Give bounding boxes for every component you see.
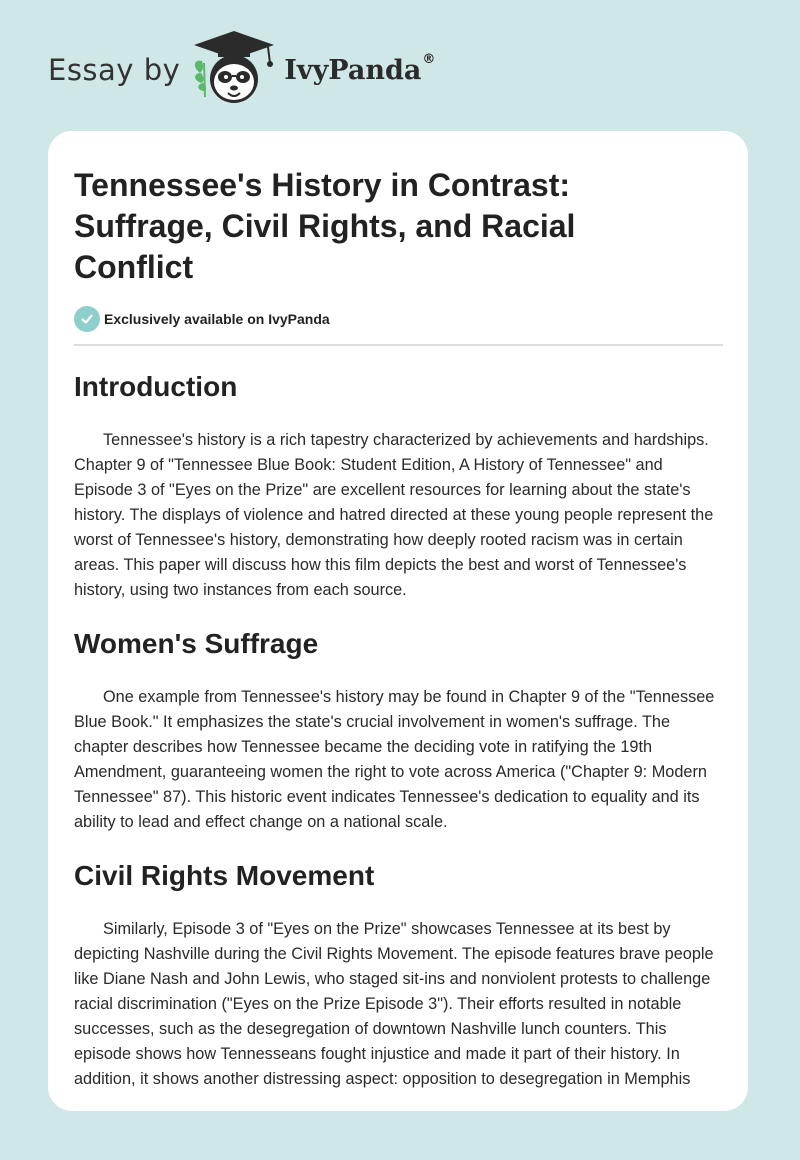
brand-name [284,51,436,86]
check-circle-icon [74,306,100,332]
section-introduction [74,370,722,603]
title-divider [74,344,723,346]
section-paragraph: Tennessee's history is a rich tapestry characterized by achievements and hardships. Chapter 9 of "Tennessee Blue Book: Student Edition, A History of Tennessee" and Episode 3 of "Eyes on the Prize" are excellent resources for learning about the state's history. The displays of violence and hatred directed at these young people represent the worst of Tennessee's history, demonstrating how deeply rooted racism was in certain areas. This paper will discuss how this film depicts the best and worst of Tennessee's history, using two instances from each source. [74,431,714,599]
badge-text: Exclusively available on IvyPanda [104,311,330,327]
exclusive-badge [74,306,722,332]
ivypanda-logo-link[interactable] [190,29,435,112]
section-heading: Civil Rights Movement [74,860,375,891]
article-card [48,131,748,1111]
section-civil-rights-movement [74,859,722,1092]
panda-logo-icon [190,29,278,112]
brand-text: IvyPanda [284,54,422,86]
section-paragraph: One example from Tennessee's history may be found in Chapter 9 of the "Tennessee Blue Book." It emphasizes the state's crucial involvement in women's suffrage. The chapter describes how Tennessee became the deciding vote in ratifying the 19th Amendment, guaranteeing women the right to vote across America ("Chapter 9: Modern Tennessee" 87). This historic event indicates Tennessee's dedication to equality and its ability to lead and effect change on a national scale. [74,688,715,831]
site-header [48,30,435,110]
section-heading: Introduction [74,371,238,402]
essay-by-label: Essay by [48,53,181,87]
section-paragraph: Similarly, Episode 3 of "Eyes on the Prize" showcases Tennessee at its best by depicting Nashville during the Civil Rights Movement. The episode features brave people like Diane Nash and John Lewis, who staged sit-ins and nonviolent protests to challenge racial discrimination ("Eyes on the Prize Episode 3"). Their efforts resulted in notable successes, such as the desegregation of downtown Nashville lunch counters. This episode shows how Tennesseans fought injustice and made it part of their history. In addition, it shows another distressing aspect: opposition to desegregation in Memphis [74,920,714,1088]
section-womens-suffrage [74,627,722,835]
registered-mark: ® [422,51,436,67]
section-heading: Women's Suffrage [74,628,319,659]
article-title: Tennessee's History in Contrast: Suffrage, Civil Rights, and Racial Conflict [74,167,576,285]
